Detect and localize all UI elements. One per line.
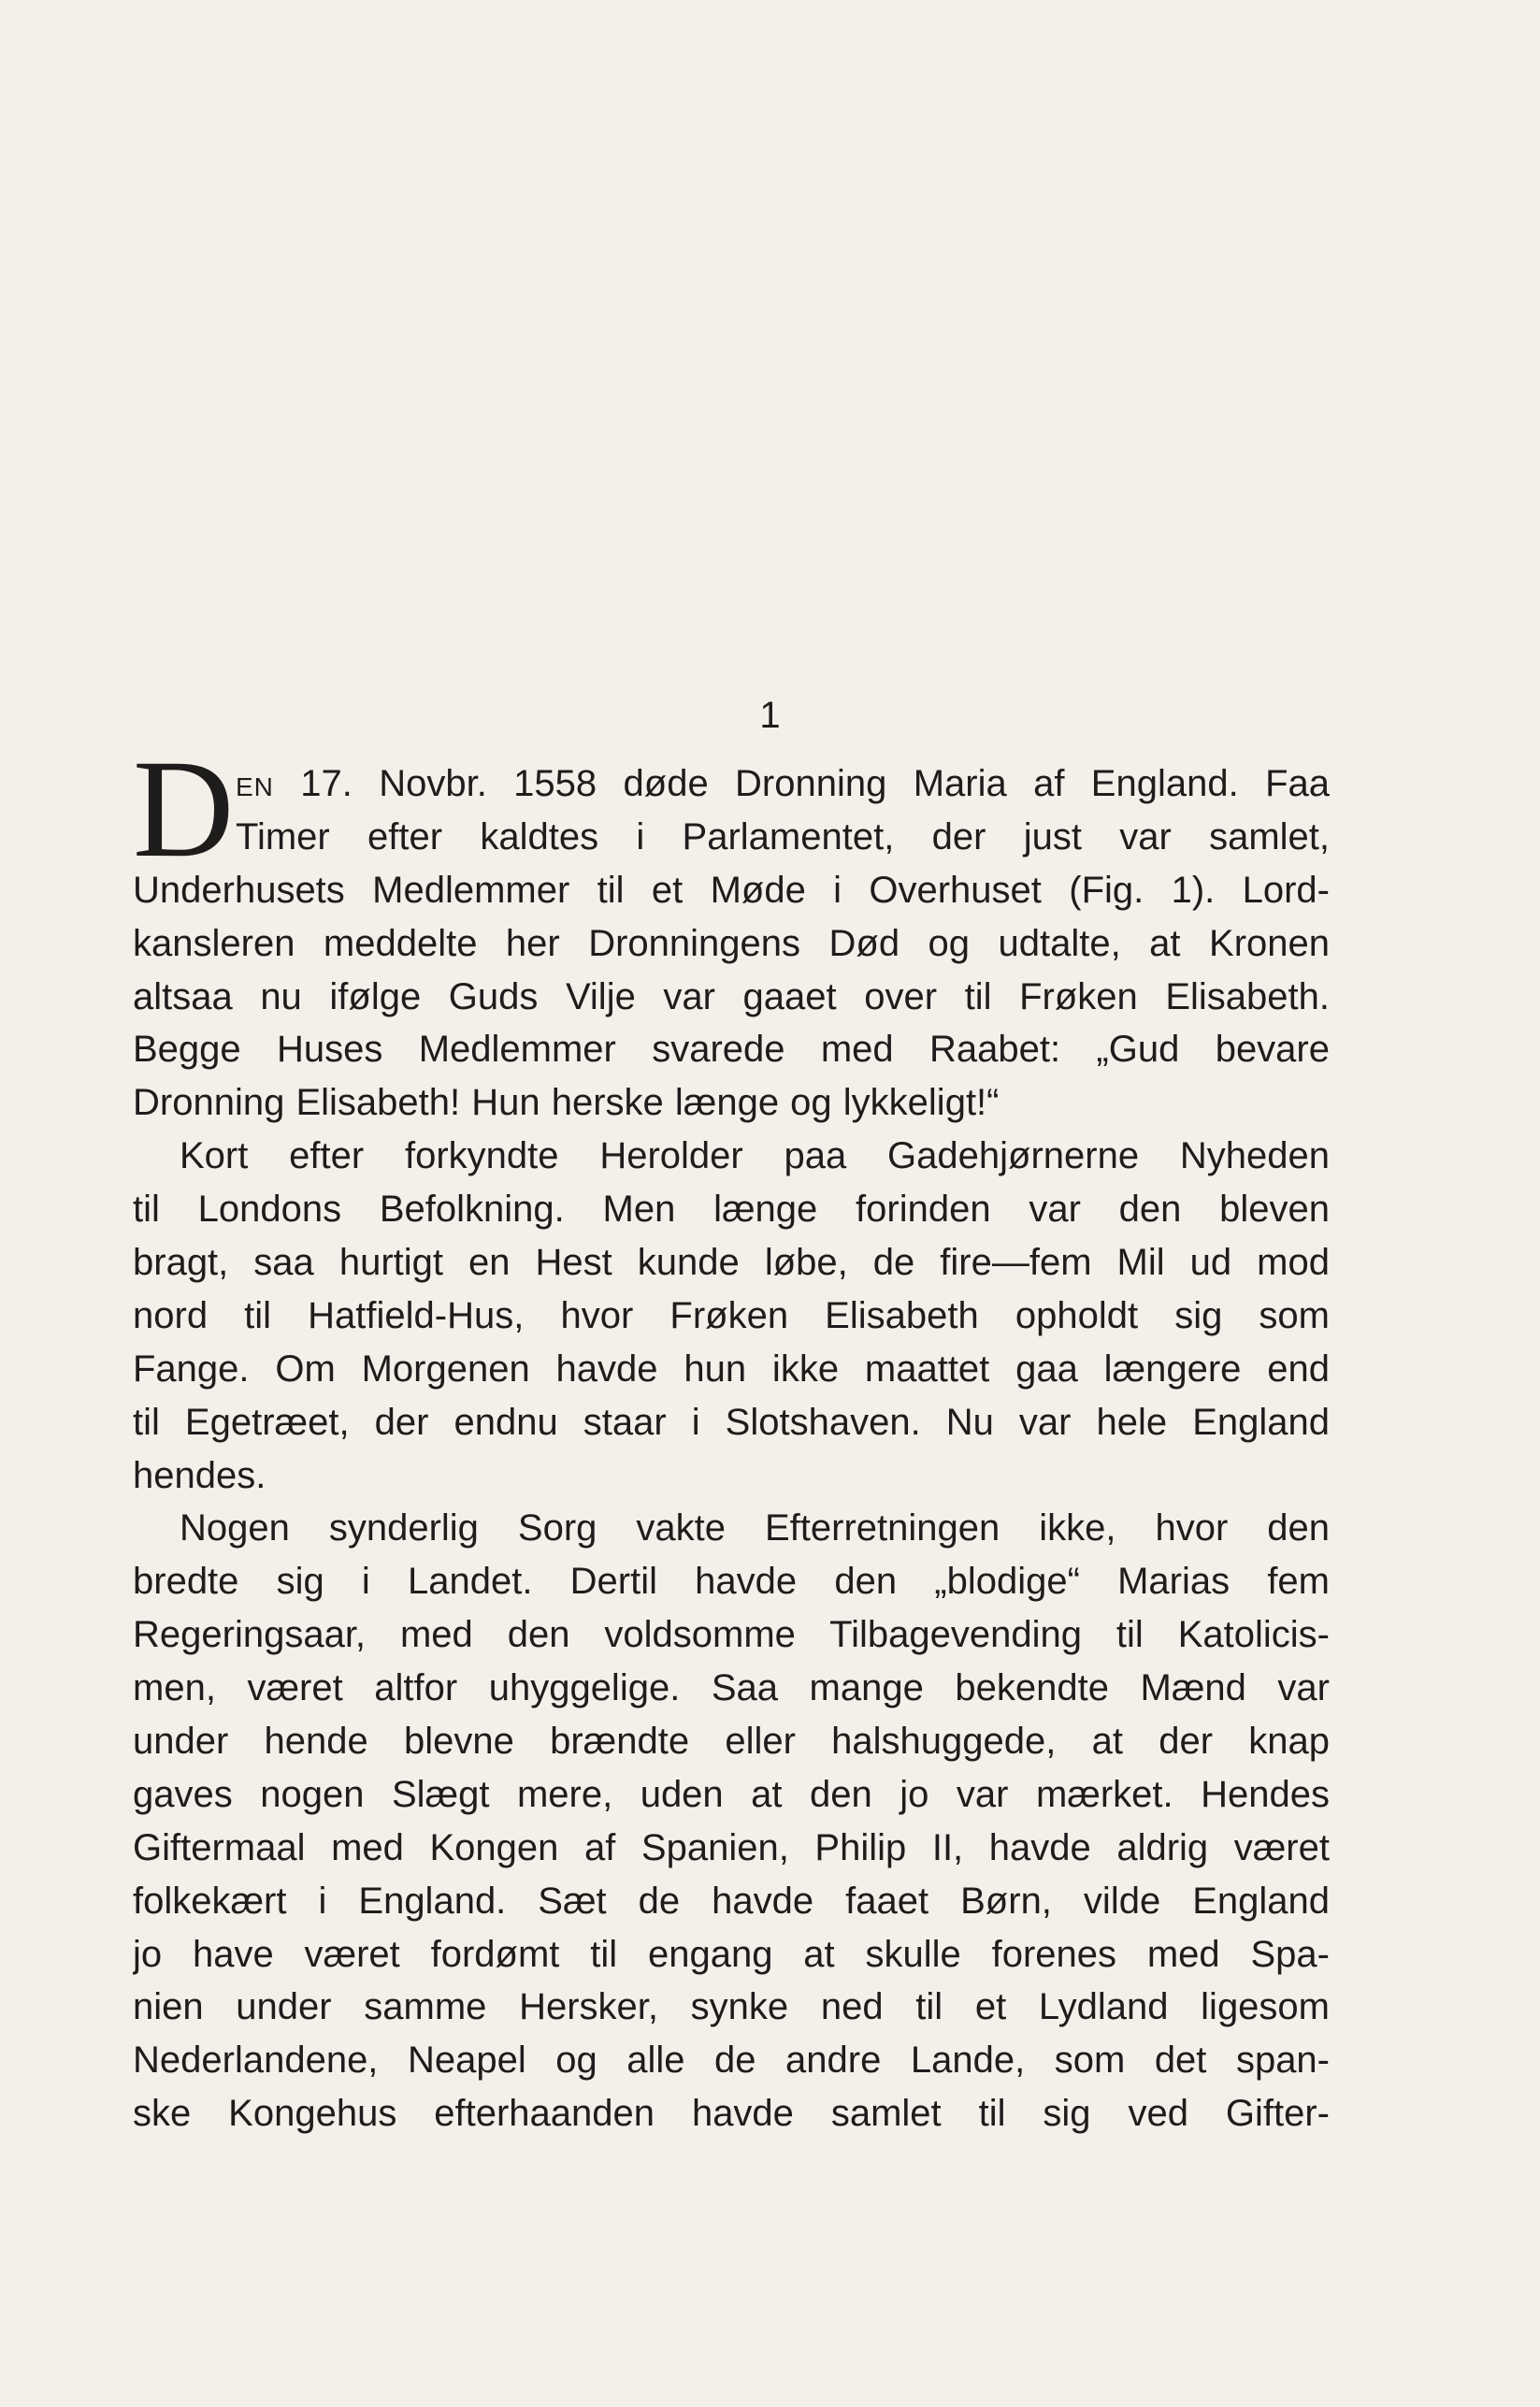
text-line: Nogen synderlig Sorg vakte Efterretningen ikke, hvor den bbox=[180, 1507, 1330, 1549]
text-line: ske Kongehus efterhaanden havde samlet til sig ved Gifter- bbox=[133, 2093, 1330, 2135]
text-line: Regeringsaar, med den voldsomme Tilbagevending til Katolicis- bbox=[133, 1614, 1330, 1656]
text-line: bragt, saa hurtigt en Hest kunde løbe, de fire—fem Mil ud mod bbox=[133, 1242, 1330, 1284]
text-line: kansleren meddelte her Dronningens Død og udtalte, at Kronen bbox=[133, 922, 1330, 964]
drop-cap-smallcaps: EN bbox=[236, 772, 274, 801]
text-line: under hende blevne brændte eller halshuggede, at der knap bbox=[133, 1721, 1330, 1763]
chapter-number: 1 bbox=[759, 695, 781, 736]
text-line: til Egetræet, der endnu staar i Slotshaven. Nu var hele England bbox=[133, 1401, 1330, 1443]
text-line: Kort efter forkyndte Herolder paa Gadehjørnerne Nyheden bbox=[180, 1135, 1330, 1177]
text-line: Timer efter kaldtes i Parlamentet, der just var samlet, bbox=[236, 815, 1330, 858]
text-line: til Londons Befolkning. Men længe forinden var den bleven bbox=[133, 1189, 1330, 1231]
text-line: Dronning Elisabeth! Hun herske længe og lykkeligt!“ bbox=[133, 1082, 1000, 1124]
text-line: Fange. Om Morgenen havde hun ikke maattet gaa længere end bbox=[133, 1348, 1330, 1390]
text-line: Underhusets Medlemmer til et Møde i Overhuset (Fig. 1). Lord- bbox=[133, 869, 1330, 911]
text-line: Nederlandene, Neapel og alle de andre Lande, som det span- bbox=[133, 2039, 1330, 2082]
text-line: bredte sig i Landet. Dertil havde den „blodige“ Marias fem bbox=[133, 1561, 1330, 1603]
text-line: folkekært i England. Sæt de havde faaet Børn, vilde England bbox=[133, 1880, 1330, 1922]
text-line: altsaa nu ifølge Guds Vilje var gaaet over til Frøken Elisabeth. bbox=[133, 975, 1330, 1017]
text-line: men, været altfor uhyggelige. Saa mange bekendte Mænd var bbox=[133, 1667, 1330, 1709]
body-text bbox=[133, 731, 1330, 2140]
text-line: Giftermaal med Kongen af Spanien, Philip II, havde aldrig været bbox=[133, 1826, 1330, 1868]
drop-cap: D bbox=[133, 731, 235, 886]
text-line: nord til Hatfield-Hus, hvor Frøken Elisabeth opholdt sig som bbox=[133, 1294, 1330, 1336]
text-lines bbox=[133, 731, 1330, 2140]
text-line-content: 17. Novbr. 1558 døde Dronning Maria af England. Faa bbox=[273, 763, 1330, 804]
text-line: gaves nogen Slægt mere, uden at den jo var mærket. Hendes bbox=[133, 1773, 1330, 1815]
text-line: Begge Huses Medlemmer svarede med Raabet: „Gud bevare bbox=[133, 1029, 1330, 1071]
text-line: nien under samme Hersker, synke ned til et Lydland ligesom bbox=[133, 1986, 1330, 2028]
text-line: jo have været fordømt til engang at skulle forenes med Spa- bbox=[133, 1933, 1330, 1975]
text-line: hendes. bbox=[133, 1454, 266, 1496]
text-line bbox=[133, 757, 1330, 811]
